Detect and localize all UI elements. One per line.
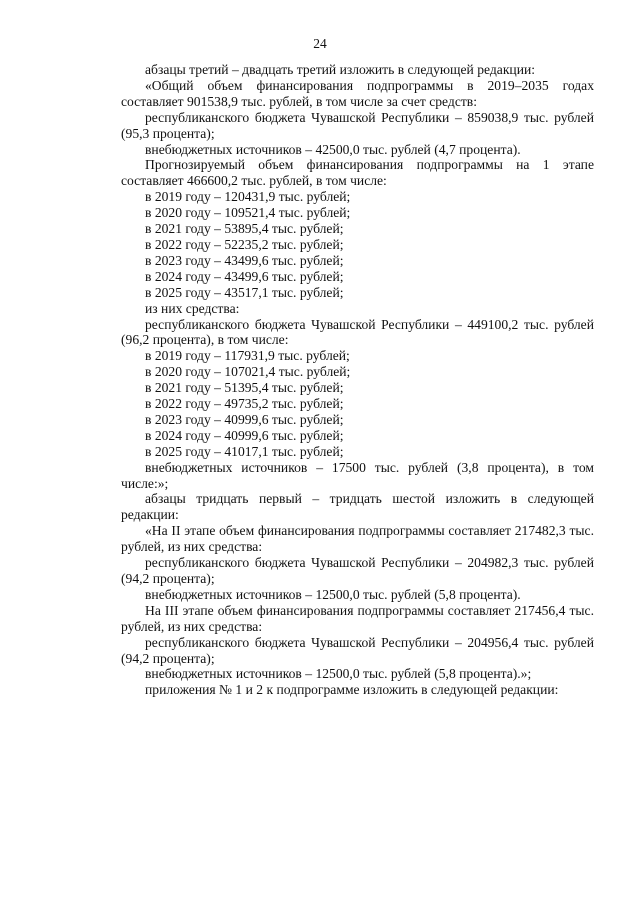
paragraph: На III этапе объем финансирования подпрограммы составляет 217456,4 тыс. рублей, из них средства:	[121, 602, 594, 634]
list-item: в 2021 году – 51395,4 тыс. рублей;	[145, 380, 344, 396]
paragraph: внебюджетных источников – 12500,0 тыс. рублей (5,8 процента).»;	[145, 666, 532, 682]
paragraph: абзацы тридцать первый – тридцать шестой изложить в следующей редакции:	[121, 491, 594, 523]
paragraph: из них средства:	[145, 300, 240, 316]
rb-year-list	[121, 348, 594, 459]
list-item: в 2025 году – 43517,1 тыс. рублей;	[145, 284, 344, 300]
list-item: в 2020 году – 109521,4 тыс. рублей;	[145, 205, 351, 221]
paragraph: республиканского бюджета Чувашской Республики – 449100,2 тыс. рублей (96,2 процента), в том числе:	[121, 316, 594, 348]
list-item: в 2021 году – 53895,4 тыс. рублей;	[145, 221, 344, 237]
paragraph: приложения № 1 и 2 к подпрограмме изложить в следующей редакции:	[145, 682, 559, 698]
paragraph: Прогнозируемый объем финансирования подпрограммы на 1 этапе составляет 466600,2 тыс. рублей, в том числе:	[121, 157, 594, 189]
paragraph: «На II этапе объем финансирования подпрограммы составляет 217482,3 тыс. рублей, из них средства:	[121, 523, 594, 555]
list-item: в 2023 году – 40999,6 тыс. рублей;	[145, 411, 344, 427]
paragraph: внебюджетных источников – 42500,0 тыс. рублей (4,7 процента).	[145, 141, 521, 157]
paragraph: республиканского бюджета Чувашской Республики – 204982,3 тыс. рублей (94,2 процента);	[121, 555, 594, 586]
list-item: в 2024 году – 40999,6 тыс. рублей;	[145, 427, 344, 443]
document-body	[121, 62, 594, 698]
list-item: в 2020 году – 107021,4 тыс. рублей;	[145, 364, 351, 380]
paragraph: внебюджетных источников – 17500 тыс. рублей (3,8 процента), в том числе:»;	[121, 459, 594, 491]
page-number: 24	[313, 36, 327, 51]
list-item: в 2022 году – 49735,2 тыс. рублей;	[145, 396, 344, 412]
stage1-year-list	[121, 189, 594, 300]
list-item: в 2022 году – 52235,2 тыс. рублей;	[145, 236, 344, 252]
list-item: в 2019 году – 120431,9 тыс. рублей;	[145, 189, 351, 205]
paragraph: «Общий объем финансирования подпрограммы в 2019–2035 годах составляет 901538,9 тыс. рублей, в том числе за счет средств:	[121, 77, 594, 109]
paragraph: внебюджетных источников – 12500,0 тыс. рублей (5,8 процента).	[145, 586, 521, 602]
list-item: в 2025 году – 41017,1 тыс. рублей;	[145, 443, 344, 459]
paragraph: республиканского бюджета Чувашской Республики – 859038,9 тыс. рублей (95,3 процента);	[121, 109, 594, 141]
list-item: в 2024 году – 43499,6 тыс. рублей;	[145, 268, 344, 284]
list-item: в 2019 году – 117931,9 тыс. рублей;	[145, 348, 350, 364]
paragraph: абзацы третий – двадцать третий изложить в следующей редакции:	[145, 62, 536, 77]
paragraph: республиканского бюджета Чувашской Республики – 204956,4 тыс. рублей (94,2 процента);	[121, 634, 594, 666]
list-item: в 2023 году – 43499,6 тыс. рублей;	[145, 252, 344, 268]
